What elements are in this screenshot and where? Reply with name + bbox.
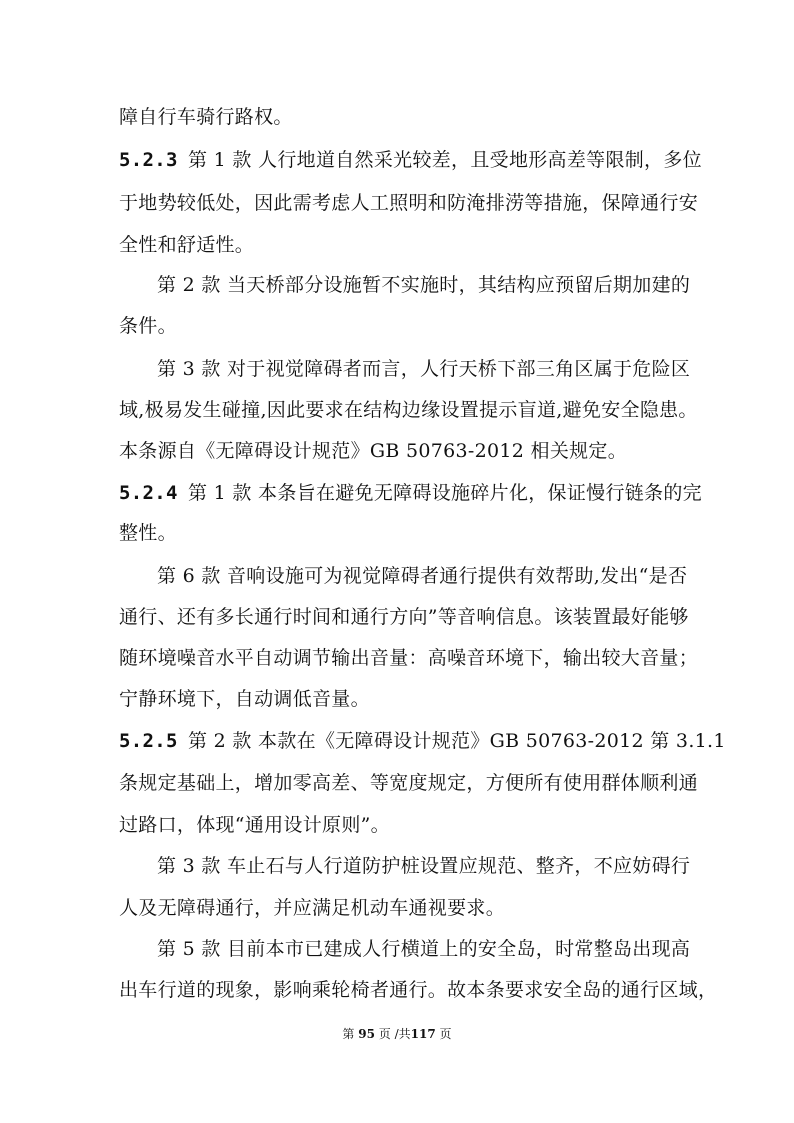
line-text: 随环境噪音水平自动调节输出音量：高噪音环境下，输出较大音量； xyxy=(119,647,699,669)
line-4 xyxy=(119,233,254,257)
page-footer xyxy=(0,1026,794,1042)
footer-current-page: 95 xyxy=(358,1027,375,1041)
line-text: 第 3 款 对于视觉障碍者而言，人行天桥下部三角区属于危险区 xyxy=(157,358,691,380)
line-13 xyxy=(119,605,689,629)
line-17 xyxy=(119,771,698,795)
footer-prefix: 第 xyxy=(342,1027,355,1041)
line-1 xyxy=(119,105,293,129)
line-text: 通行、还有多长通行时间和通行方向”等音响信息。该装置最好能够 xyxy=(119,606,689,628)
line-text: 第 6 款 音响设施可为视觉障碍者通行提供有效帮助,发出“是否 xyxy=(157,565,688,587)
line-6 xyxy=(119,314,177,338)
line-text: 第 1 款 人行地道自然采光较差，且受地形高差等限制，多位 xyxy=(181,149,702,171)
line-text: 条件。 xyxy=(119,315,177,337)
section-number-5-2-4: 5.2.4 xyxy=(119,482,178,504)
line-text: 第 1 款 本条旨在避免无障碍设施碎片化，保证慢行链条的完 xyxy=(181,482,702,504)
line-text: 条规定基础上，增加零高差、等宽度规定，方便所有使用群体顺利通 xyxy=(119,772,699,794)
line-text: 过路口，体现“通用设计原则”。 xyxy=(119,814,390,836)
line-2 xyxy=(119,148,702,172)
footer-suffix: 页 xyxy=(439,1027,452,1041)
line-19 xyxy=(157,854,690,878)
line-22 xyxy=(119,978,717,1002)
line-9 xyxy=(119,439,627,463)
section-number-5-2-3: 5.2.3 xyxy=(119,149,178,171)
line-text: 第 5 款 目前本市已建成人行横道上的安全岛，时常整岛出现高 xyxy=(157,938,691,960)
line-3 xyxy=(119,191,698,215)
line-text: 第 2 款 当天桥部分设施暂不实施时，其结构应预留后期加建的 xyxy=(157,274,691,296)
line-text: 整性。 xyxy=(119,522,177,544)
line-text: 第 3 款 车止石与人行道防护桩设置应规范、整齐，不应妨碍行 xyxy=(157,855,691,877)
line-21 xyxy=(157,937,690,961)
line-text: 本条源自《无障碍设计规范》GB 50763-2012 相关规定。 xyxy=(119,440,628,462)
line-14 xyxy=(119,646,698,670)
line-16 xyxy=(119,729,726,753)
line-text: 域,极易发生碰撞,因此要求在结构边缘设置提示盲道,避免安全隐患。 xyxy=(119,399,698,421)
section-number-5-2-5: 5.2.5 xyxy=(119,730,178,752)
line-text: 全性和舒适性。 xyxy=(119,234,255,256)
line-10 xyxy=(119,481,702,505)
line-text: 障自行车骑行路权。 xyxy=(119,106,293,128)
line-7 xyxy=(157,357,690,381)
line-text: 出车行道的现象，影响乘轮椅者通行。故本条要求安全岛的通行区域， xyxy=(119,979,718,1001)
line-12 xyxy=(157,564,687,588)
line-text: 人及无障碍通行，并应满足机动车通视要求。 xyxy=(119,897,506,919)
line-5 xyxy=(157,273,690,297)
line-20 xyxy=(119,896,505,920)
line-11 xyxy=(119,521,177,545)
footer-total-pages: 117 xyxy=(410,1027,436,1041)
footer-middle: 页 /共 xyxy=(378,1027,411,1041)
line-15 xyxy=(119,687,370,711)
line-text: 于地势较低处，因此需考虑人工照明和防淹排涝等措施，保障通行安 xyxy=(119,192,699,214)
line-18 xyxy=(119,813,390,837)
line-8 xyxy=(119,398,698,422)
line-text: 第 2 款 本款在《无障碍设计规范》GB 50763-2012 第 3.1.1 xyxy=(181,730,726,752)
line-text: 宁静环境下，自动调低音量。 xyxy=(119,688,370,710)
